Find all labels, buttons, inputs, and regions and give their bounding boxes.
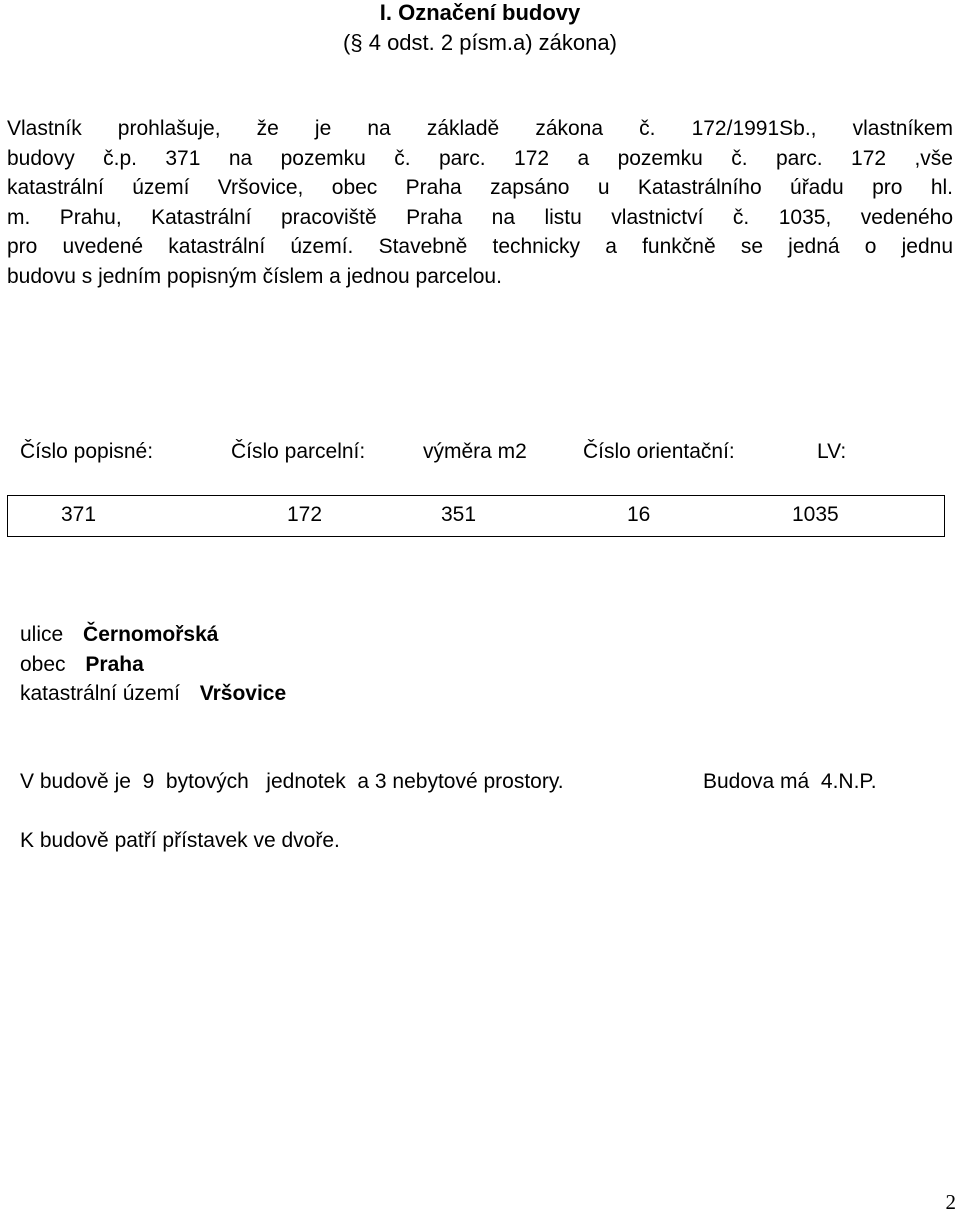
value-cislo-popisne: 371 bbox=[61, 503, 97, 526]
declaration-line: pro uvedené katastrální území. Stavebně technicky a funkčně se jedná o jednu bbox=[7, 235, 953, 259]
declaration-paragraph bbox=[7, 114, 953, 292]
header-lv: LV: bbox=[817, 440, 847, 463]
declaration-line: m. Prahu, Katastrální pracoviště Praha na listu vlastnictví č. 1035, vedeného bbox=[7, 205, 953, 229]
municipality-value: Praha bbox=[85, 653, 144, 676]
header-cislo-parcelni: Číslo parcelní: bbox=[231, 440, 366, 463]
section-title: I. Označení budovy bbox=[379, 0, 581, 25]
cadastral-area-label: katastrální území bbox=[20, 682, 180, 705]
declaration-line: katastrální území Vršovice, obec Praha zapsáno u Katastrálního úřadu pro hl. bbox=[7, 176, 953, 200]
section-subtitle: (§ 4 odst. 2 písm.a) zákona) bbox=[343, 30, 617, 55]
street-value: Černomořská bbox=[83, 623, 219, 646]
value-cislo-parcelni: 172 bbox=[287, 503, 323, 526]
address-cadastral-area bbox=[20, 682, 286, 706]
cadastral-area-value: Vršovice bbox=[199, 682, 287, 705]
value-vymera: 351 bbox=[441, 503, 477, 526]
annex-sentence: K budově patří přístavek ve dvoře. bbox=[20, 829, 340, 852]
value-cislo-orientacni: 16 bbox=[627, 503, 651, 526]
declaration-line: budovy č.p. 371 na pozemku č. parc. 172 a pozemku č. parc. 172 ,vše bbox=[7, 146, 953, 170]
header-cislo-popisne: Číslo popisné: bbox=[20, 440, 154, 463]
declaration-line: budovu s jedním popisným číslem a jednou parcelou. bbox=[7, 264, 502, 288]
value-lv: 1035 bbox=[792, 503, 839, 526]
declaration-line: Vlastník prohlašuje, že je na základě zákona č. 172/1991Sb., vlastníkem bbox=[7, 117, 953, 140]
municipality-label: obec bbox=[20, 653, 66, 676]
floors-sentence: Budova má 4.N.P. bbox=[703, 770, 877, 793]
address-street bbox=[20, 623, 218, 647]
header-cislo-orientacni: Číslo orientační: bbox=[583, 440, 735, 463]
page-number: 2 bbox=[945, 1190, 956, 1214]
units-sentence: V budově je 9 bytových jednotek a 3 nebytové prostory. bbox=[20, 770, 564, 793]
header-vymera: výměra m2 bbox=[423, 440, 527, 463]
address-municipality bbox=[20, 653, 144, 677]
street-label: ulice bbox=[20, 623, 64, 646]
